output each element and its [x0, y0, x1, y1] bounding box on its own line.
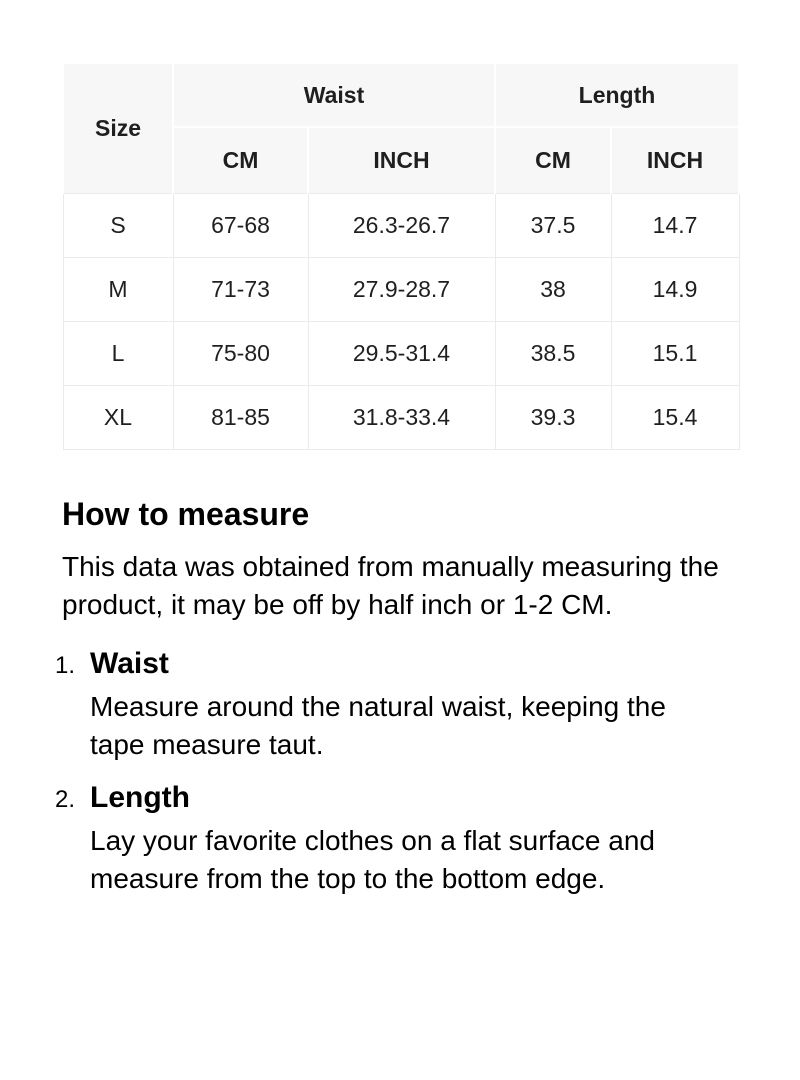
size-cell: XL	[63, 385, 173, 449]
list-number: 2.	[55, 785, 76, 813]
table-row-m	[63, 257, 739, 321]
column-header-size: Size	[63, 63, 173, 193]
column-group-waist: Waist	[173, 63, 495, 127]
size-chart-body	[63, 193, 739, 449]
length-inch-cell: 15.4	[611, 385, 739, 449]
list-item-body	[90, 780, 738, 898]
step-description-waist: Measure around the natural waist, keeping the tape measure taut.	[90, 690, 666, 760]
table-row-s	[63, 193, 739, 257]
waist-inch-cell: 27.9-28.7	[308, 257, 495, 321]
waist-cm-cell: 75-80	[173, 321, 308, 385]
length-cm-cell: 38	[495, 257, 611, 321]
column-header-length-cm: CM	[495, 127, 611, 193]
step-term-length: Length	[90, 780, 190, 814]
length-inch-cell: 15.1	[611, 321, 739, 385]
step-description-length: Lay your favorite clothes on a flat surface and measure from the top to the bottom edge.	[90, 824, 655, 894]
waist-cm-cell: 67-68	[173, 193, 308, 257]
size-cell: L	[63, 321, 173, 385]
list-number: 1.	[55, 651, 76, 679]
how-to-measure-intro: This data was obtained from manually measuring the product, it may be off by half inch or 1-2 CM.	[62, 550, 719, 620]
length-inch-cell: 14.9	[611, 257, 739, 321]
column-group-length: Length	[495, 63, 739, 127]
size-cell: M	[63, 257, 173, 321]
waist-inch-cell: 26.3-26.7	[308, 193, 495, 257]
waist-inch-cell: 31.8-33.4	[308, 385, 495, 449]
size-chart-table	[62, 62, 740, 450]
length-cm-cell: 39.3	[495, 385, 611, 449]
size-cell: S	[63, 193, 173, 257]
waist-cm-cell: 71-73	[173, 257, 308, 321]
table-row-l	[63, 321, 739, 385]
length-cm-cell: 37.5	[495, 193, 611, 257]
column-header-length-inch: INCH	[611, 127, 739, 193]
measure-steps-list	[55, 646, 738, 898]
length-cm-cell: 38.5	[495, 321, 611, 385]
waist-inch-cell: 29.5-31.4	[308, 321, 495, 385]
list-item-waist	[55, 646, 738, 764]
column-header-waist-cm: CM	[173, 127, 308, 193]
list-item-length	[55, 780, 738, 898]
how-to-measure-title: How to measure	[62, 495, 310, 532]
list-item-body	[90, 646, 738, 764]
column-header-waist-inch: INCH	[308, 127, 495, 193]
table-row-xl	[63, 385, 739, 449]
length-inch-cell: 14.7	[611, 193, 739, 257]
size-chart-header	[63, 63, 739, 193]
waist-cm-cell: 81-85	[173, 385, 308, 449]
step-term-waist: Waist	[90, 646, 169, 680]
